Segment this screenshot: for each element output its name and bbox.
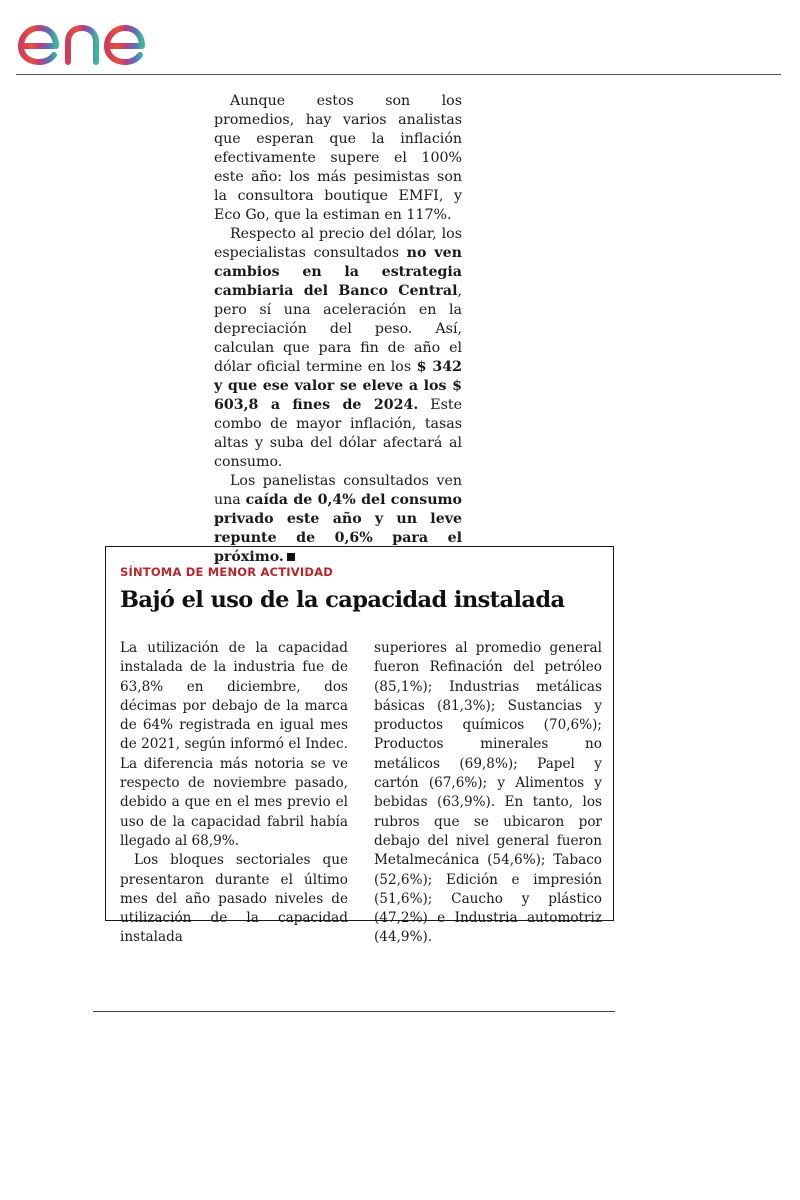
- article-text-run: Respecto al precio del dólar, los especialistas consultados: [214, 226, 462, 261]
- article-text-run: , pero sí una aceleración en la depreciación del peso. Así, calculan que para fin de año el dólar oficial termine en los: [214, 283, 462, 375]
- enel-logo: [16, 14, 176, 70]
- sidebar-left-column: [120, 639, 348, 948]
- article-lead-column: [214, 92, 462, 567]
- bottom-rule: [93, 1011, 615, 1012]
- article-paragraph: [214, 225, 462, 472]
- article-text-run: Los panelistas consultados ven una: [214, 473, 462, 508]
- header-rule: [16, 74, 781, 75]
- article-paragraph: [214, 92, 462, 225]
- sidebar-right-column: [374, 639, 602, 948]
- sidebar-headline: Bajó el uso de la capacidad instalada: [120, 587, 565, 613]
- sidebar-paragraph: Los bloques sectoriales que presentaron durante el último mes del año pasado niveles de utilización de la capacidad instalada: [120, 852, 348, 946]
- article-text-run: Este combo de mayor inflación, tasas altas y suba del dólar afectará al consumo.: [214, 397, 462, 470]
- article-bold-run: $ 342 y que ese valor se eleve a los $ 603,8 a fines de 2024.: [214, 359, 462, 413]
- article-text-run: Aunque estos son los promedios, hay varios analistas que esperan que la inflación efectivamente supere el 100% este año: los más pesimistas son la consultora boutique EMFI, y Eco Go, que la estiman en 117%.: [214, 93, 462, 223]
- sidebar-kicker: SÍNTOMA DE MENOR ACTIVIDAD: [120, 565, 333, 579]
- article-bold-run: no ven cambios en la estrategia cambiaria del Banco Central: [214, 245, 462, 299]
- sidebar-box: [105, 546, 614, 946]
- article-bold-run: caída de 0,4% del consumo privado este año y un leve repunte de 0,6% para el próximo.: [214, 492, 463, 565]
- sidebar-paragraph: La utilización de la capacidad instalada de la industria fue de 63,8% en diciembre, dos décimas por debajo de la marca de 64% registrada en igual mes de 2021, según informó el Indec. La diferencia más notoria se ve respecto de noviembre pasado, debido a que en el mes previo el uso de la capacidad fabril había llegado al 68,9%.: [120, 640, 348, 849]
- sidebar-paragraph: superiores al promedio general fueron Refinación del petróleo (85,1%); Industrias metálicas básicas (81,3%); Sustancias y productos químicos (70,6%); Productos minerales no metálicos (69,8%); Papel y cartón (67,6%); y Alimentos y bebidas (63,9%). En tanto, los rubros que se ubicaron por debajo del nivel general fueron Metalmecánica (54,6%); Tabaco (52,6%); Edición e impresión (51,6%); Caucho y plástico (47,2%) e Industria automotriz (44,9%).: [374, 640, 602, 946]
